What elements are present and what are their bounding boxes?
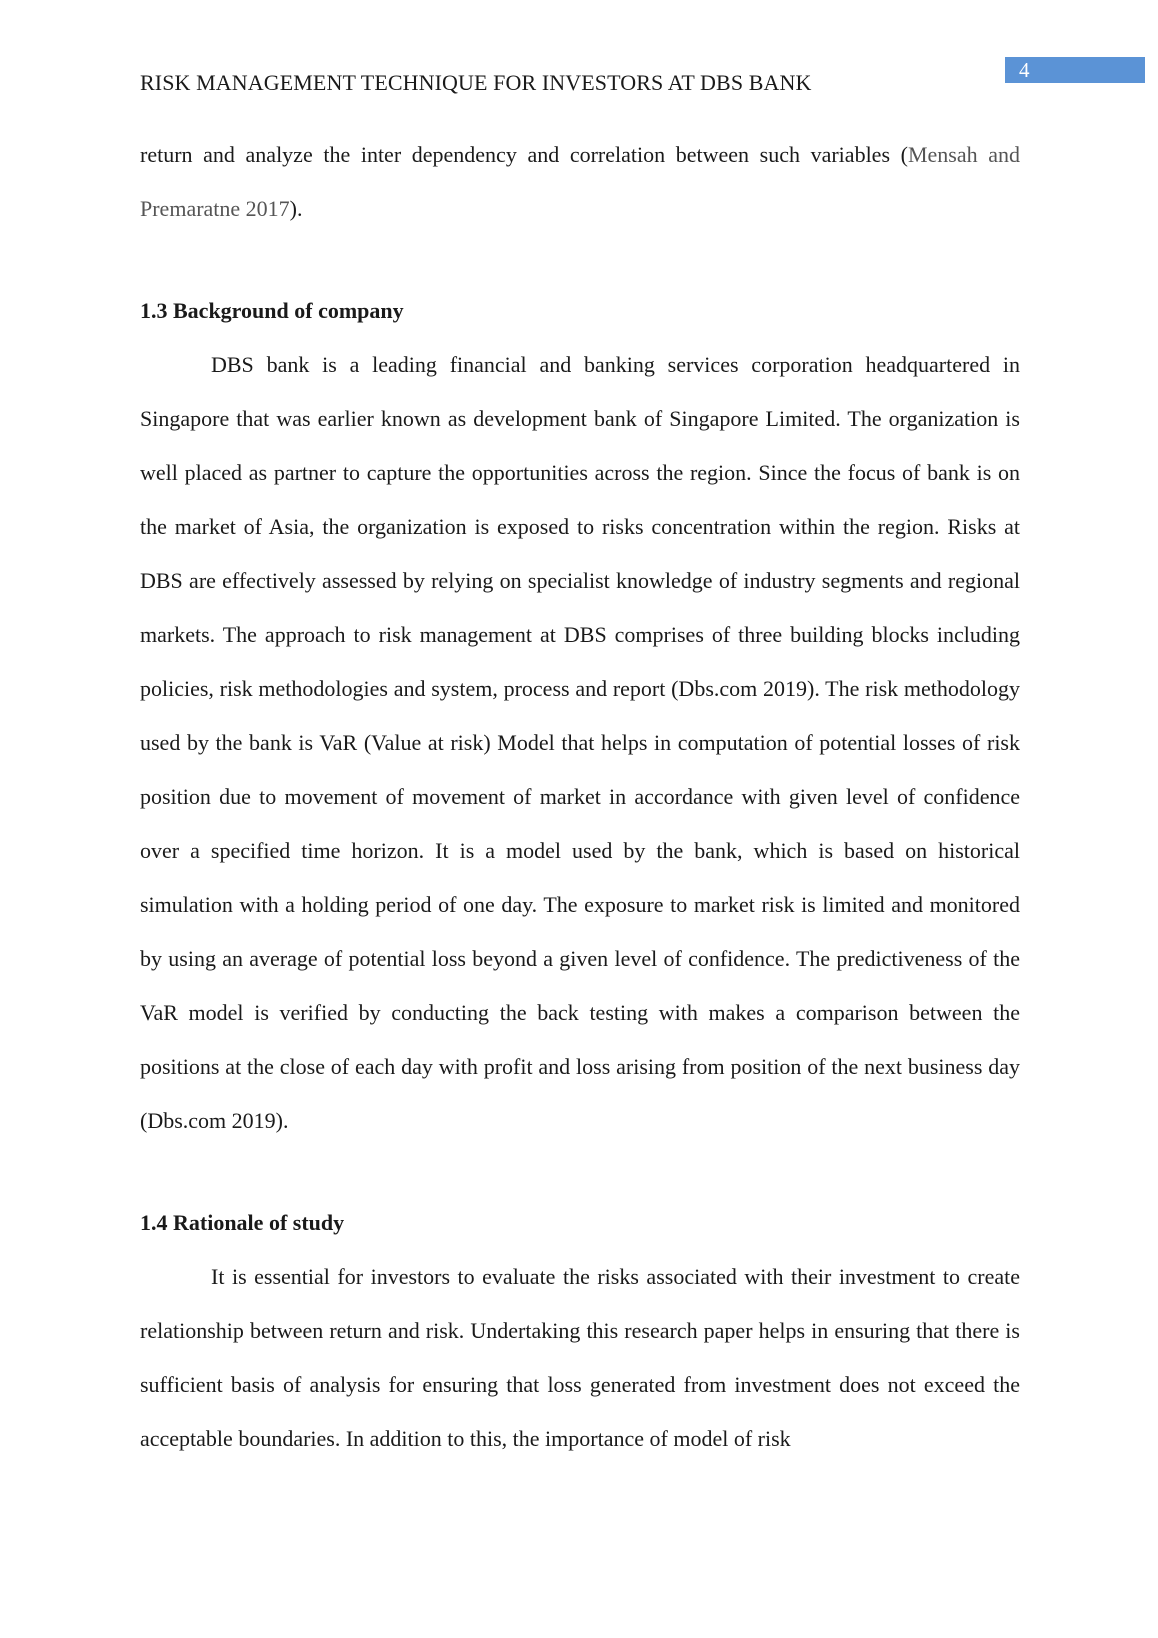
intro-text: return and analyze the inter dependency and correlation between such variables ( — [140, 142, 908, 167]
intro-citation: Mensah and Premaratne 2017 — [140, 142, 1020, 221]
page-number: 4 — [1005, 57, 1145, 83]
rationale-paragraph: It is essential for investors to evaluate the risks associated with their investment to create relationship between return and risk. Undertaking this research paper helps in ensuring that there is sufficient basis of analysis for ensuring that loss generated from investment does not exceed the acceptable boundaries. In addition to this, the importance of model of risk — [140, 1264, 1020, 1451]
background-paragraph: DBS bank is a leading financial and banking services corporation headquartered in Singapore that was earlier known as development bank of Singapore Limited. The organization is well placed as partner to capture the opportunities across the region. Since the focus of bank is on the market of Asia, the organization is exposed to risks concentration within the region. Risks at DBS are effectively assessed by relying on specialist knowledge of industry segments and regional markets. The approach to risk management at DBS comprises of three building blocks including policies, risk methodologies and system, process and report (Dbs.com 2019). The risk methodology used by the bank is VaR (Value at risk) Model that helps in computation of potential losses of risk position due to movement of movement of market in accordance with given level of confidence over a specified time horizon. It is a model used by the bank, which is based on historical simulation with a holding period of one day. The exposure to market risk is limited and monitored by using an average of potential loss beyond a given level of confidence. The predictiveness of the VaR model is verified by conducting the back testing with makes a comparison between the positions at the close of each day with profit and loss arising from position of the next business day (Dbs.com 2019). — [140, 352, 1020, 1133]
section-heading-background: 1.3 Background of company — [140, 298, 404, 323]
section-heading-rationale: 1.4 Rationale of study — [140, 1210, 345, 1235]
document-body — [140, 128, 1020, 1466]
intro-paragraph — [140, 128, 1020, 236]
running-header: RISK MANAGEMENT TECHNIQUE FOR INVESTORS AT DBS BANK — [140, 70, 812, 95]
intro-end: ). — [289, 196, 303, 221]
